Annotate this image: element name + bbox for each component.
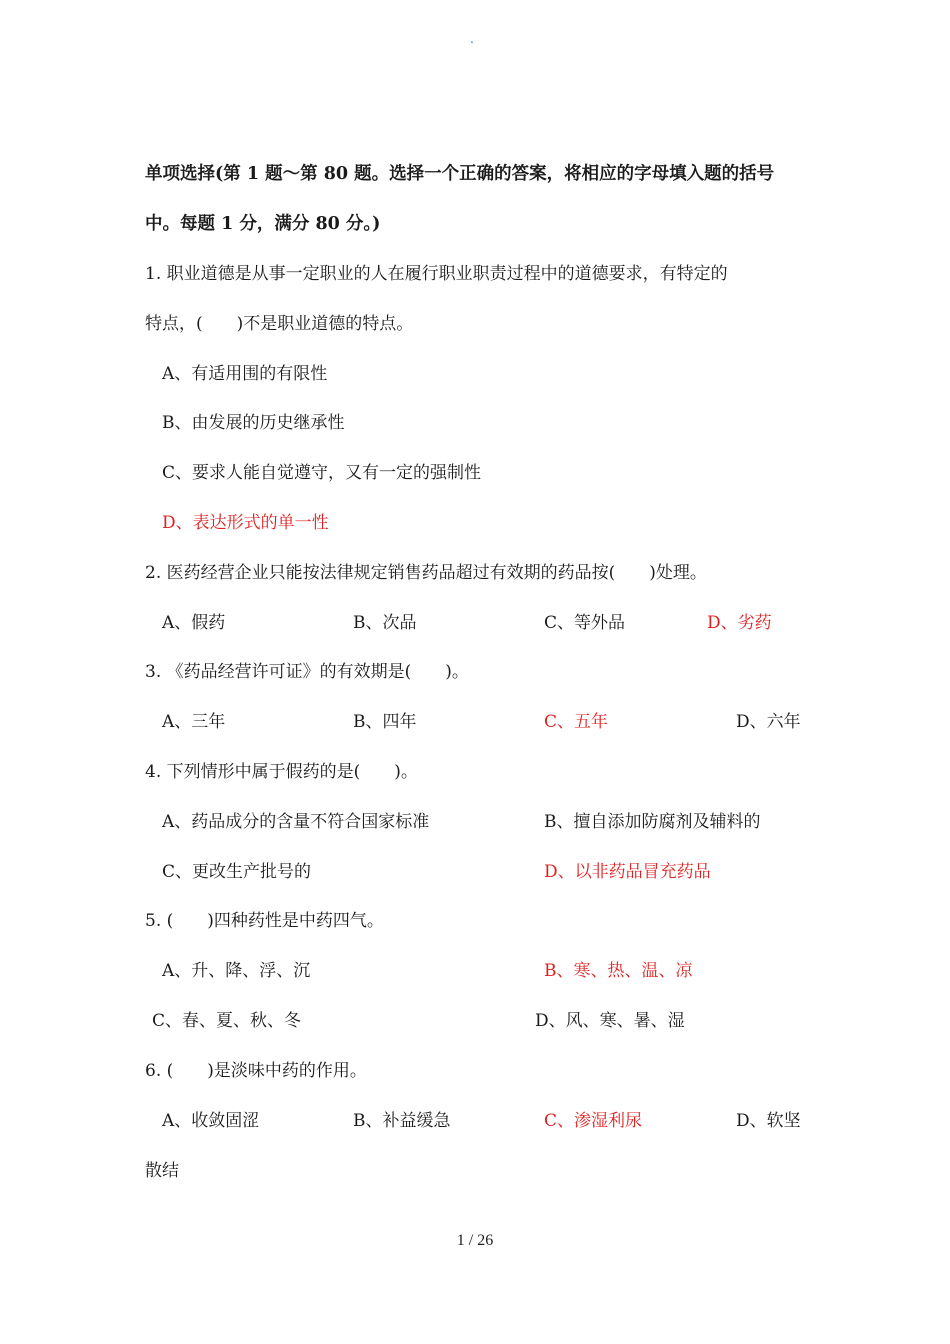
question-5-stem: 5. ( )四种药性是中药四气。	[145, 911, 384, 931]
question-5-option-c: C、春、夏、秋、冬	[152, 1011, 302, 1031]
question-1-option-a: A、有适用围的有限性	[162, 364, 328, 384]
instruction-line-1: 单项选择(第 1 题～第 80 题。选择一个正确的答案，将相应的字母填入题的括号	[145, 164, 775, 184]
question-1-option-b: B、由发展的历史继承性	[162, 413, 345, 433]
question-5-option-a: A、升、降、浮、沉	[162, 961, 311, 981]
question-4-option-a: A、药品成分的含量不符合国家标准	[162, 812, 430, 832]
instruction-line-2: 中。每题 1 分，满分 80 分。)	[145, 214, 381, 234]
question-2-option-a: A、假药	[162, 613, 226, 633]
question-6-option-d: D、软坚	[736, 1111, 801, 1131]
question-6-option-b: B、补益缓急	[353, 1111, 451, 1131]
page-number: 1 / 26	[456, 1232, 494, 1249]
question-5-option-d: D、风、寒、暑、湿	[535, 1011, 685, 1031]
header-mark: .	[470, 30, 474, 46]
question-2-option-c: C、等外品	[544, 613, 626, 633]
question-1-option-d-answer: D、表达形式的单一性	[162, 513, 329, 533]
question-6-option-c-answer: C、渗湿利尿	[544, 1111, 643, 1131]
question-6-option-a: A、收敛固涩	[162, 1111, 260, 1131]
question-3-option-d: D、六年	[736, 712, 801, 732]
question-3-option-b: B、四年	[353, 712, 417, 732]
question-4-stem: 4. 下列情形中属于假药的是( )。	[145, 762, 418, 782]
question-5-option-b-answer: B、寒、热、温、凉	[544, 961, 693, 981]
question-3-option-c-answer: C、五年	[544, 712, 609, 732]
question-1-option-c: C、要求人能自觉遵守，又有一定的强制性	[162, 463, 482, 483]
question-4-option-b: B、擅自添加防腐剂及辅料的	[544, 812, 761, 832]
question-4-option-c: C、更改生产批号的	[162, 862, 312, 882]
question-3-option-a: A、三年	[162, 712, 226, 732]
question-2-option-d-answer: D、劣药	[707, 613, 772, 633]
question-1-stem-line-2: 特点，( )不是职业道德的特点。	[145, 314, 414, 334]
question-6-option-d-continuation: 散结	[145, 1161, 179, 1181]
question-4-option-d-answer: D、以非药品冒充药品	[544, 862, 711, 882]
question-2-stem: 2. 医药经营企业只能按法律规定销售药品超过有效期的药品按( )处理。	[145, 563, 707, 583]
question-6-stem: 6. ( )是淡味中药的作用。	[145, 1061, 367, 1081]
question-1-stem-line-1: 1. 职业道德是从事一定职业的人在履行职业职责过程中的道德要求，有特定的	[145, 264, 728, 284]
question-3-stem: 3. 《药品经营许可证》的有效期是( )。	[145, 662, 469, 682]
question-2-option-b: B、次品	[353, 613, 417, 633]
